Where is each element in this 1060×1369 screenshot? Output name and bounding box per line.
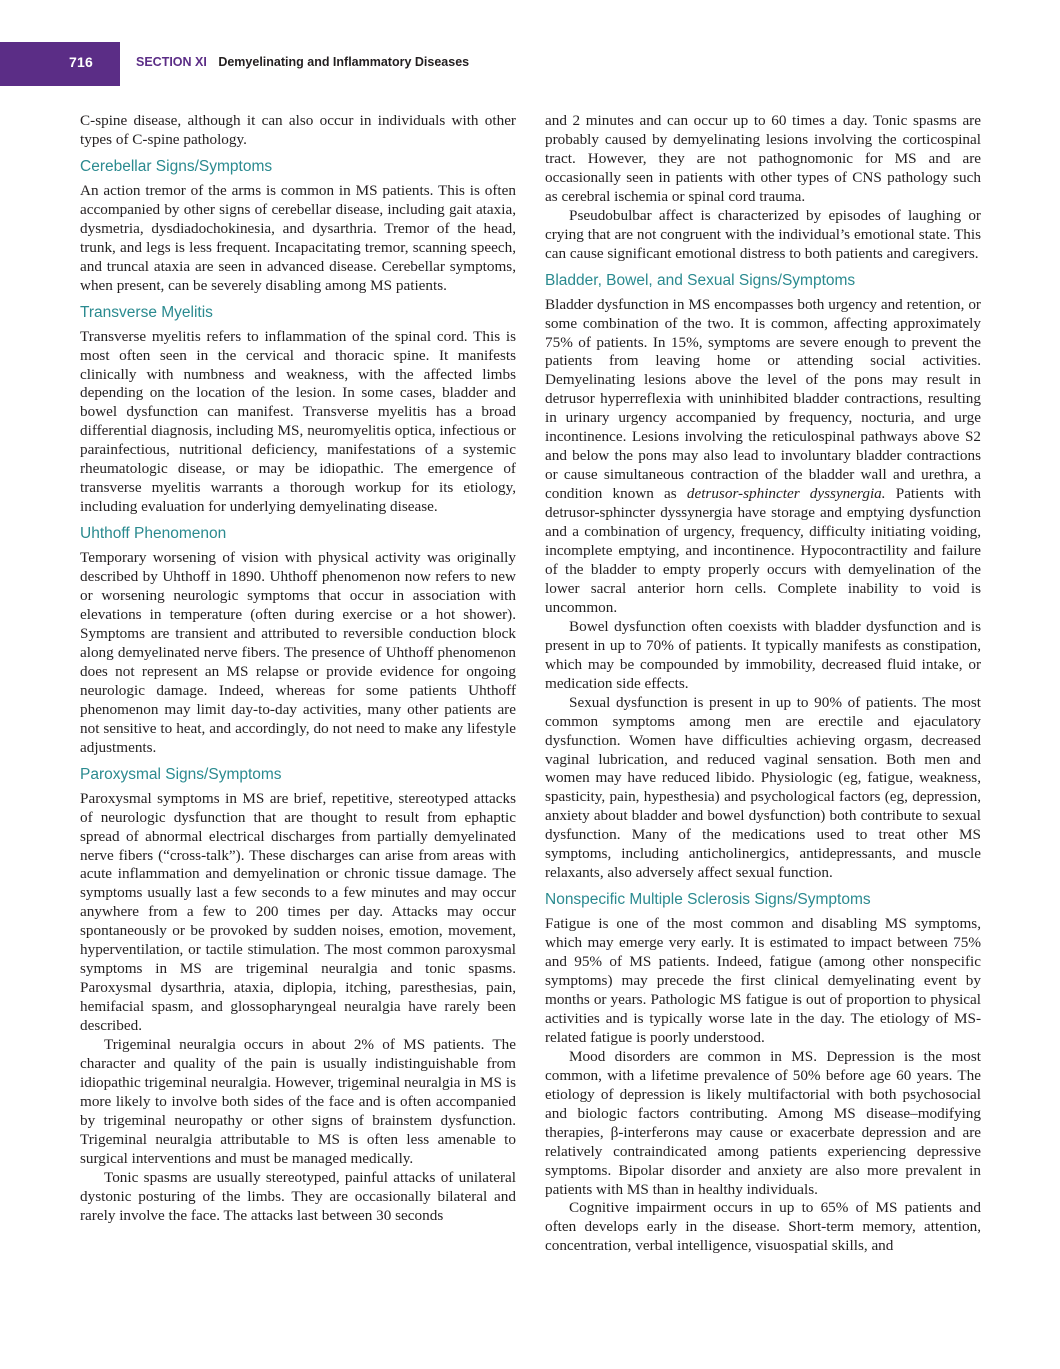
paragraph bbox=[545, 296, 981, 618]
paragraph: Temporary worsening of vision with physical activity was originally described by Uhthoff in 1890. Uhthoff phenomenon now refers to new or worsening neurologic symptoms that occur in association with elevations in temperature (often during exercise or a hot shower). Symptoms are transient and attributed to reversible conduction block along demyelinated nerve fibers. The presence of Uhthoff phenomenon does not represent an MS relapse or provide evidence for ongoing neurologic damage. Indeed, whereas for some patients Uhthoff phenomenon may limit day-to-day activities, many other patients are not sensitive to heat, and accordingly, do not need to make any lifestyle adjustments. bbox=[80, 549, 516, 756]
italic-term: detrusor-sphincter dyssynergia. bbox=[686, 485, 886, 503]
paragraph: Bowel dysfunction often coexists with bladder dysfunction and is present in up to 70% of patients. It typically manifests as constipation, which may be compounded by immobility, decreased fluid intake, or medication side effects. bbox=[545, 617, 981, 692]
paragraph-text: Patients with detrusor-sphincter dyssynergia have storage and emptying dysfunction and a combination of urgency, frequency, difficulty initiating voiding, incomplete emptying, and incontinence. Hypocontractility and failure of the bladder to empty properly occurs with demyelination of the lower sacral anterior horn cells. Complete inability to void is uncommon. bbox=[545, 485, 982, 616]
heading-transverse-myelitis: Transverse Myelitis bbox=[80, 303, 213, 321]
paragraph: and 2 minutes and can occur up to 60 times a day. Tonic spasms are probably caused by demyelinating lesions involving the corticospinal tract. However, they are not pathognomonic for MS and are occasionally seen in patients with other types of CNS pathology such as cerebral ischemia or spinal cord trauma. bbox=[545, 112, 981, 205]
heading-bladder-bowel-sexual: Bladder, Bowel, and Sexual Signs/Symptoms bbox=[545, 271, 856, 289]
paragraph: C-spine disease, although it can also occur in individuals with other types of C-spine pathology. bbox=[80, 112, 516, 148]
page-header bbox=[0, 42, 1060, 96]
paragraph: Cognitive impairment occurs in up to 65% of MS patients and often develops early in the disease. Short-term memory, attention, concentration, verbal intelligence, visuospatial skills, and bbox=[545, 1199, 981, 1255]
heading-cerebellar: Cerebellar Signs/Symptoms bbox=[80, 157, 273, 175]
paragraph: Tonic spasms are usually stereotyped, painful attacks of unilateral dystonic posturing of the limbs. They are occasionally bilateral and rarely involve the face. The attacks last between 30 seconds bbox=[80, 1168, 516, 1224]
paragraph: Trigeminal neuralgia occurs in about 2% of MS patients. The character and quality of the pain is usually indistinguishable from idiopathic trigeminal neuralgia. However, trigeminal neuralgia in MS is more likely to involve both sides of the face and is often accompanied by trigeminal neuropathy or other signs of brainstem dysfunction. Trigeminal neuralgia attributable to MS is often less amenable to surgical interventions and must be managed medically. bbox=[80, 1036, 516, 1167]
heading-paroxysmal: Paroxysmal Signs/Symptoms bbox=[80, 765, 282, 783]
right-column bbox=[545, 112, 981, 1256]
paragraph: Fatigue is one of the most common and disabling MS symptoms, which may emerge very early. It is estimated to impact between 75% and 95% of MS patients. Indeed, fatigue (among other nonspecific symptoms) may precede the first clinical demyelinating event by months or years. Pathologic MS fatigue is out of proportion to physical activities and is typically worse late in the day. The etiology of MS-related fatigue is poorly understood. bbox=[545, 915, 981, 1046]
paragraph: Sexual dysfunction is present in up to 90% of patients. The most common symptoms among men are erectile and ejaculatory dysfunction. Women have difficulties achieving orgasm, decreased vaginal lubrication, and reduced vaginal sensation. Both men and women may have reduced libido. Physiologic (eg, fatigue, weakness, spasticity, pain, hypesthesia) and psychological factors (eg, depression, anxiety about bladder and bowel dysfunction) both contribute to sexual dysfunction. Many of the medications used to treat other MS symptoms, including anticholinergics, antidepressants, and muscle relaxants, also adversely affect sexual function. bbox=[545, 693, 981, 882]
page-number-tab bbox=[0, 42, 120, 86]
heading-nonspecific: Nonspecific Multiple Sclerosis Signs/Symptoms bbox=[545, 891, 871, 909]
paragraph-text: Bladder dysfunction in MS encompasses both urgency and retention, or some combination of the two. It is common, affecting approximately 75% of patients. In 15%, symptoms are severe enough to prevent the patients from leaving home or attending social activities. Demyelinating lesions above the level of the pons may result in detrusor hyperreflexia with uninhibited bladder contractions, resulting in urinary urgency accompanied by frequency, nocturia, and urge incontinence. Lesions involving the reticulospinal pathways above S2 and below the pons may also lead to involuntary bladder contractions or cause simultaneous contraction of the bladder wall and urethra, a condition known as bbox=[545, 295, 981, 503]
paragraph: Transverse myelitis refers to inflammation of the spinal cord. This is most often seen in the cervical and thoracic spine. It manifests clinically with numbness and weakness, with the affected limbs depending on the location of the lesion. In some cases, bladder and bowel dysfunction can manifest. Transverse myelitis has a broad differential diagnosis, including MS, neuromyelitis optica, infectious or parainfectious, nutritional deficiency, manifestations of a systemic rheumatologic disease, or may be idiopathic. The emergence of transverse myelitis warrants a thorough workup for its etiology, including evaluation for underlying demyelinating disease. bbox=[80, 327, 516, 516]
running-head bbox=[136, 55, 469, 69]
paragraph: An action tremor of the arms is common in MS patients. This is often accompanied by other signs of cerebellar disease, including gait ataxia, dysmetria, dysdiadochokinesia, and dysarthria. Tremor of the head, trunk, and legs is less frequent. Incapacitating tremor, scanning speech, and truncal ataxia are seen in advanced disease. Cerebellar symptoms, when present, can be severely disabling among MS patients. bbox=[80, 181, 516, 294]
page-number: 716 bbox=[69, 54, 93, 70]
section-label: SECTION XI bbox=[136, 55, 207, 69]
paragraph: Mood disorders are common in MS. Depression is the most common, with a lifetime prevalence of 50% before age 60 years. The etiology of depression is likely multifactorial with both psychosocial and biologic factors contributing. Among MS disease–modifying therapies, β-interferons may cause or exacerbate depression and are relatively contraindicated among patients experiencing depressive symptoms. Bipolar disorder and anxiety are also more prevalent in patients with MS than in healthy individuals. bbox=[545, 1047, 981, 1198]
left-column bbox=[80, 112, 516, 1226]
heading-uhthoff: Uhthoff Phenomenon bbox=[80, 525, 227, 543]
section-title: Demyelinating and Inflammatory Diseases bbox=[218, 55, 470, 69]
paragraph: Pseudobulbar affect is characterized by episodes of laughing or crying that are not congruent with the individual’s emotional state. This can cause significant emotional distress to both patients and caregivers. bbox=[545, 206, 981, 262]
paragraph: Paroxysmal symptoms in MS are brief, repetitive, stereotyped attacks of neurologic dysfunction that are thought to result from ephaptic spread of abnormal electrical discharges from partially demyelinated nerve fibers (“cross-talk”). These discharges can arise from areas with acute inflammation and demyelination or chronic tissue damage. The symptoms usually last a few seconds to a few minutes and may occur anywhere from a few to 200 times per day. Attacks may occur spontaneously or be provoked by sudden noises, emotion, movement, hyperventilation, or tactile stimulation. The most common paroxysmal symptoms in MS are trigeminal neuralgia and tonic spasms. Paroxysmal dysarthria, ataxia, diplopia, itching, paresthesias, pain, hemifacial spasm, and glossopharyngeal neuralgia have rarely been described. bbox=[80, 789, 516, 1035]
